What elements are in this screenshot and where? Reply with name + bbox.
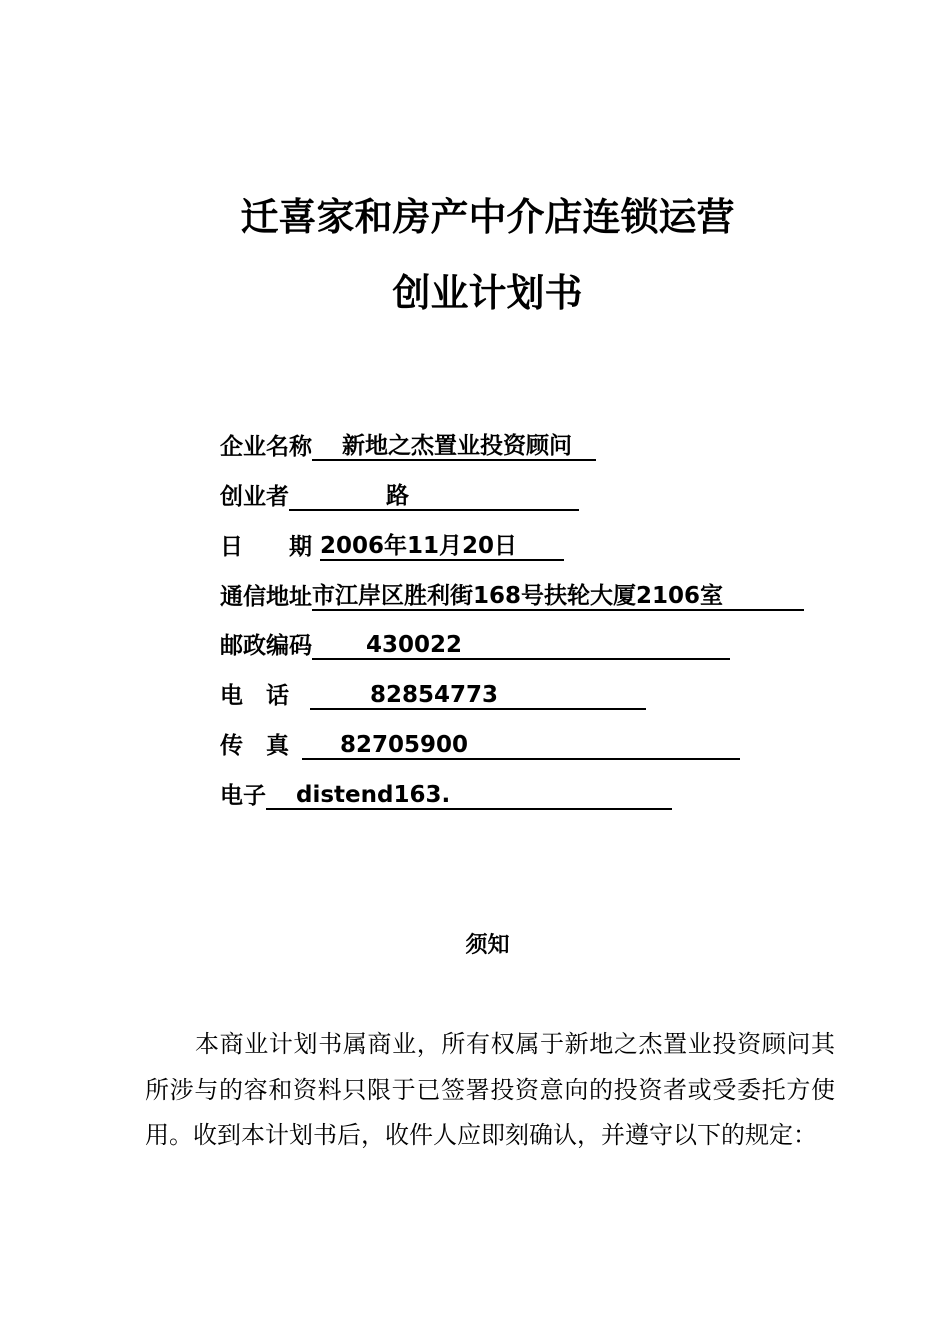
notice-paragraph: 本商业计划书属商业，所有权属于新地之杰置业投资顾问其所涉与的容和资料只限于已签署投资意向的投资者或受委托方使用。收到本计划书后，收件人应即刻确认，并遵守以下的规定： xyxy=(145,1030,835,1149)
founder-field xyxy=(220,478,579,510)
date-field xyxy=(220,528,564,560)
postcode-field xyxy=(220,627,730,659)
address-field xyxy=(220,578,804,610)
date-label: 日 期 xyxy=(220,534,312,560)
email-value: distend163. xyxy=(296,782,451,808)
address-label: 通信地址 xyxy=(220,584,312,610)
email-field xyxy=(220,777,672,809)
address-value: 市江岸区胜利街168号扶轮大厦2106室 xyxy=(312,583,724,609)
postcode-label: 邮政编码 xyxy=(220,633,312,659)
company-name-value-line xyxy=(312,433,596,461)
company-name-field xyxy=(220,428,596,460)
fax-value: 82705900 xyxy=(340,732,469,758)
postcode-value: 430022 xyxy=(366,632,463,658)
founder-label: 创业者 xyxy=(220,484,289,510)
company-name-label: 企业名称 xyxy=(220,434,312,460)
founder-value: 路 xyxy=(386,483,409,509)
phone-field xyxy=(220,677,646,709)
fax-field xyxy=(220,727,740,759)
fax-value-line xyxy=(302,732,740,760)
document-subtitle: 创业计划书 xyxy=(392,271,583,315)
founder-value-line xyxy=(289,483,579,511)
fax-label: 传 真 xyxy=(220,733,289,759)
postcode-value-line xyxy=(312,632,730,660)
address-value-line xyxy=(312,583,804,611)
phone-value-line xyxy=(310,682,646,710)
date-value-line xyxy=(320,533,564,561)
phone-value: 82854773 xyxy=(370,682,499,708)
date-value: 2006年11月20日 xyxy=(320,533,518,559)
phone-label: 电 话 xyxy=(220,683,289,709)
email-value-line xyxy=(266,782,672,810)
notice-heading: 须知 xyxy=(465,933,510,958)
document-title: 迁喜家和房产中介店连锁运营 xyxy=(240,195,735,239)
company-name-value: 新地之杰置业投资顾问 xyxy=(342,433,572,459)
email-label: 电子 xyxy=(220,783,266,809)
